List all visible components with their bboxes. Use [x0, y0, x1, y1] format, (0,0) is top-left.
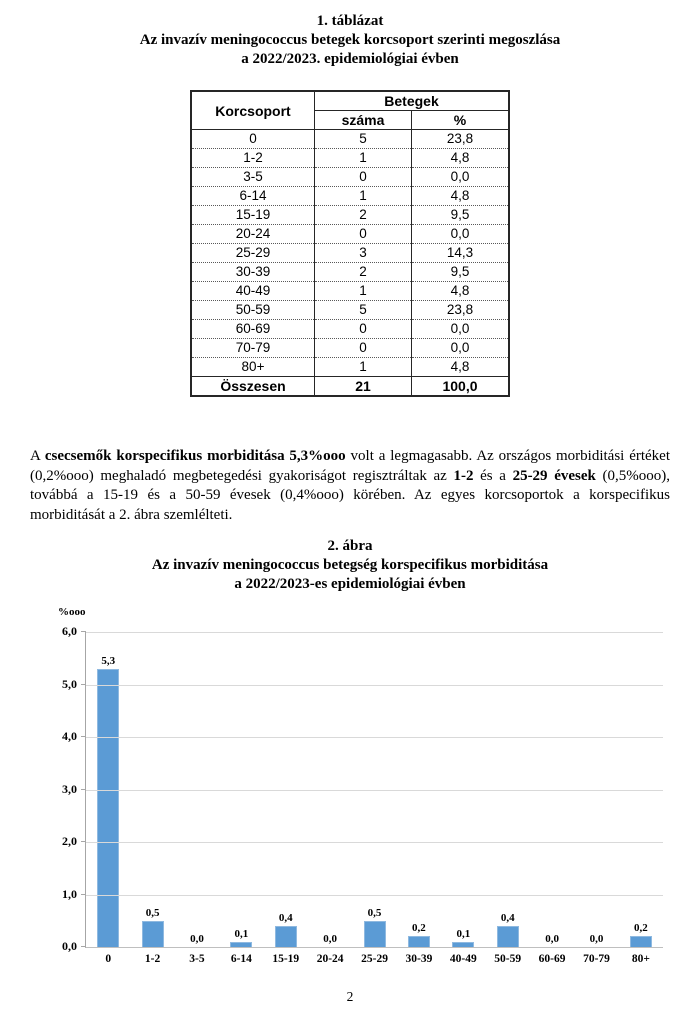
morbidity-bar-chart	[30, 604, 670, 982]
table-cell: 25-29	[191, 244, 315, 263]
table-row	[191, 206, 509, 225]
y-axis-tickmark	[81, 946, 86, 947]
y-axis-tick-label: 6,0	[62, 624, 77, 638]
y-axis-tick-label: 0,0	[62, 939, 77, 953]
y-axis-unit-label: %ooo	[58, 606, 86, 618]
table-row	[191, 130, 509, 149]
figure-caption-line1: 2. ábra	[327, 538, 373, 554]
y-axis-tickmark	[81, 684, 86, 685]
table-cell: 0	[315, 339, 412, 358]
table-caption-line3: a 2022/2023. epidemiológiai évben	[241, 51, 459, 67]
bar-value-label: 0,0	[323, 933, 338, 945]
table-cell: 0,0	[412, 225, 510, 244]
x-axis-category-label: 15-19	[272, 953, 300, 965]
bar-value-label: 0,1	[456, 928, 471, 940]
age-distribution-table	[190, 90, 510, 397]
gridline	[86, 737, 663, 738]
table-row	[191, 301, 509, 320]
bar-value-label: 0,0	[545, 933, 559, 945]
table-cell: 0,0	[412, 168, 510, 187]
x-axis-category-label: 25-29	[361, 953, 388, 965]
x-axis-category-label: 20-24	[316, 953, 344, 965]
table-header-row-1	[191, 91, 509, 111]
x-axis-category-label: 3-5	[189, 953, 205, 965]
table-row	[191, 282, 509, 301]
x-axis-category-label: 60-69	[538, 953, 566, 965]
page-number: 2	[346, 989, 354, 1004]
gridline	[86, 790, 663, 791]
y-axis-tickmark	[81, 841, 86, 842]
table-cell: 4,8	[412, 187, 510, 206]
table-cell: 9,5	[412, 263, 510, 282]
table-caption-line1: 1. táblázat	[316, 13, 384, 29]
table-row	[191, 320, 509, 339]
bar	[364, 921, 386, 947]
table-cell: 4,8	[412, 149, 510, 168]
bar-value-label: 0,5	[367, 907, 382, 919]
table-cell: 23,8	[412, 301, 510, 320]
x-axis-category-label: 1-2	[144, 953, 161, 965]
header-korcsoport: Korcsoport	[191, 91, 315, 130]
table-cell: 15-19	[191, 206, 315, 225]
table-cell: 0	[191, 130, 315, 149]
table-body	[191, 130, 509, 377]
y-axis-tickmark	[81, 736, 86, 737]
paragraph-segment: (0,5%ooo), továbbá a 15-19 és a 50-59 évesek (0,4%ooo) körében. Az egyes korcsoportok a korspecifikus morbiditását a 2. ábra szemlélteti.	[30, 467, 670, 523]
table-cell: 0	[315, 320, 412, 339]
table-total-row	[191, 377, 509, 397]
bar-value-label: 5,3	[101, 655, 116, 667]
gridline	[86, 842, 663, 843]
bar-value-label: 0,0	[190, 933, 204, 945]
plot-area	[62, 624, 663, 965]
table-cell: 80+	[191, 358, 315, 377]
table-cell: 2	[315, 206, 412, 225]
table-cell: 0,0	[412, 339, 510, 358]
total-label: Összesen	[191, 377, 315, 397]
table-row	[191, 149, 509, 168]
table-cell: 1	[315, 149, 412, 168]
bar-value-label: 0,1	[234, 928, 249, 940]
table-cell: 5	[315, 301, 412, 320]
paragraph-segment: és a	[473, 467, 513, 484]
paragraph-segment-bold: 1-2	[453, 467, 474, 484]
table-row	[191, 358, 509, 377]
table-cell: 5	[315, 130, 412, 149]
x-axis-labels	[86, 953, 663, 965]
bar	[408, 936, 430, 947]
table-cell: 23,8	[412, 130, 510, 149]
table-cell: 4,8	[412, 282, 510, 301]
x-axis-category-label: 0	[105, 953, 112, 965]
table-cell: 0,0	[412, 320, 510, 339]
table-cell: 1	[315, 358, 412, 377]
gridline	[86, 685, 663, 686]
figure-caption-line3: a 2022/2023-es epidemiológiai évben	[234, 576, 466, 592]
header-betegek: Betegek	[315, 91, 510, 111]
bar	[97, 669, 119, 947]
gridline	[86, 895, 663, 896]
total-pct: 100,0	[412, 377, 510, 397]
x-axis-category-label: 80+	[631, 953, 650, 965]
table-row	[191, 263, 509, 282]
body-paragraph	[30, 447, 670, 525]
y-axis-tick-label: 1,0	[62, 886, 77, 901]
table-row	[191, 225, 509, 244]
header-szama: száma	[315, 111, 412, 130]
bar	[275, 926, 297, 947]
y-axis-tick-label: 4,0	[62, 729, 77, 743]
total-count: 21	[315, 377, 412, 397]
bar-value-label: 0,2	[412, 922, 426, 934]
x-axis-category-label: 6-14	[230, 953, 252, 965]
y-axis-tickmark	[81, 789, 86, 790]
x-axis-category-label: 40-49	[449, 953, 477, 965]
y-axis-tick-label: 5,0	[62, 676, 77, 691]
x-axis-category-label: 50-59	[494, 953, 522, 965]
table-cell: 0	[315, 168, 412, 187]
table-cell: 6-14	[191, 187, 315, 206]
table-caption	[0, 0, 700, 69]
table-row	[191, 244, 509, 263]
table-cell: 2	[315, 263, 412, 282]
table-row	[191, 187, 509, 206]
table-cell: 3-5	[191, 168, 315, 187]
table-cell: 20-24	[191, 225, 315, 244]
table-cell: 60-69	[191, 320, 315, 339]
table-cell: 4,8	[412, 358, 510, 377]
y-axis-tick-label: 3,0	[62, 781, 77, 796]
table-cell: 1	[315, 187, 412, 206]
paragraph-segment: volt a legmagasabb. Az országos morbiditási értéket (0,2%ooo) meghaladó megbetegedési gyakoriságot regisztráltak az	[30, 448, 670, 484]
bar-value-label: 0,2	[634, 922, 648, 934]
table-cell: 50-59	[191, 301, 315, 320]
paragraph-segment-bold: csecsemők korspecifikus morbiditása 5,3%ooo	[44, 448, 346, 464]
table-row	[191, 168, 509, 187]
table-cell: 3	[315, 244, 412, 263]
table-cell: 9,5	[412, 206, 510, 225]
table-cell: 1-2	[191, 149, 315, 168]
y-axis-tick-label: 2,0	[62, 834, 77, 848]
table-caption-line2: Az invazív meningococcus betegek korcsoport szerinti megoszlása	[139, 32, 561, 48]
bar-value-label: 0,4	[278, 912, 293, 924]
table-cell: 30-39	[191, 263, 315, 282]
bar-value-label: 0,5	[145, 907, 160, 919]
bar	[142, 921, 164, 947]
x-axis-category-label: 30-39	[405, 953, 433, 965]
y-axis-tickmark	[81, 894, 86, 895]
gridline	[86, 632, 663, 633]
bar-value-label: 0,4	[500, 912, 515, 924]
bar	[497, 926, 519, 947]
bar	[452, 942, 474, 947]
x-axis-category-label: 70-79	[583, 953, 610, 965]
figure-caption-line2: Az invazív meningococcus betegség korspecifikus morbiditása	[151, 557, 549, 573]
bar	[230, 942, 252, 947]
figure-caption	[0, 537, 700, 594]
bar-value-label: 0,0	[589, 933, 604, 945]
bar	[630, 936, 652, 947]
paragraph-segment-bold: 25-29 évesek	[512, 467, 596, 484]
header-pct: %	[412, 111, 510, 130]
table-cell: 40-49	[191, 282, 315, 301]
paragraph-segment: A	[30, 448, 45, 464]
table-cell: 70-79	[191, 339, 315, 358]
y-axis-tickmark	[81, 631, 86, 632]
table-cell: 1	[315, 282, 412, 301]
table-cell: 14,3	[412, 244, 510, 263]
table-row	[191, 339, 509, 358]
table-cell: 0	[315, 225, 412, 244]
